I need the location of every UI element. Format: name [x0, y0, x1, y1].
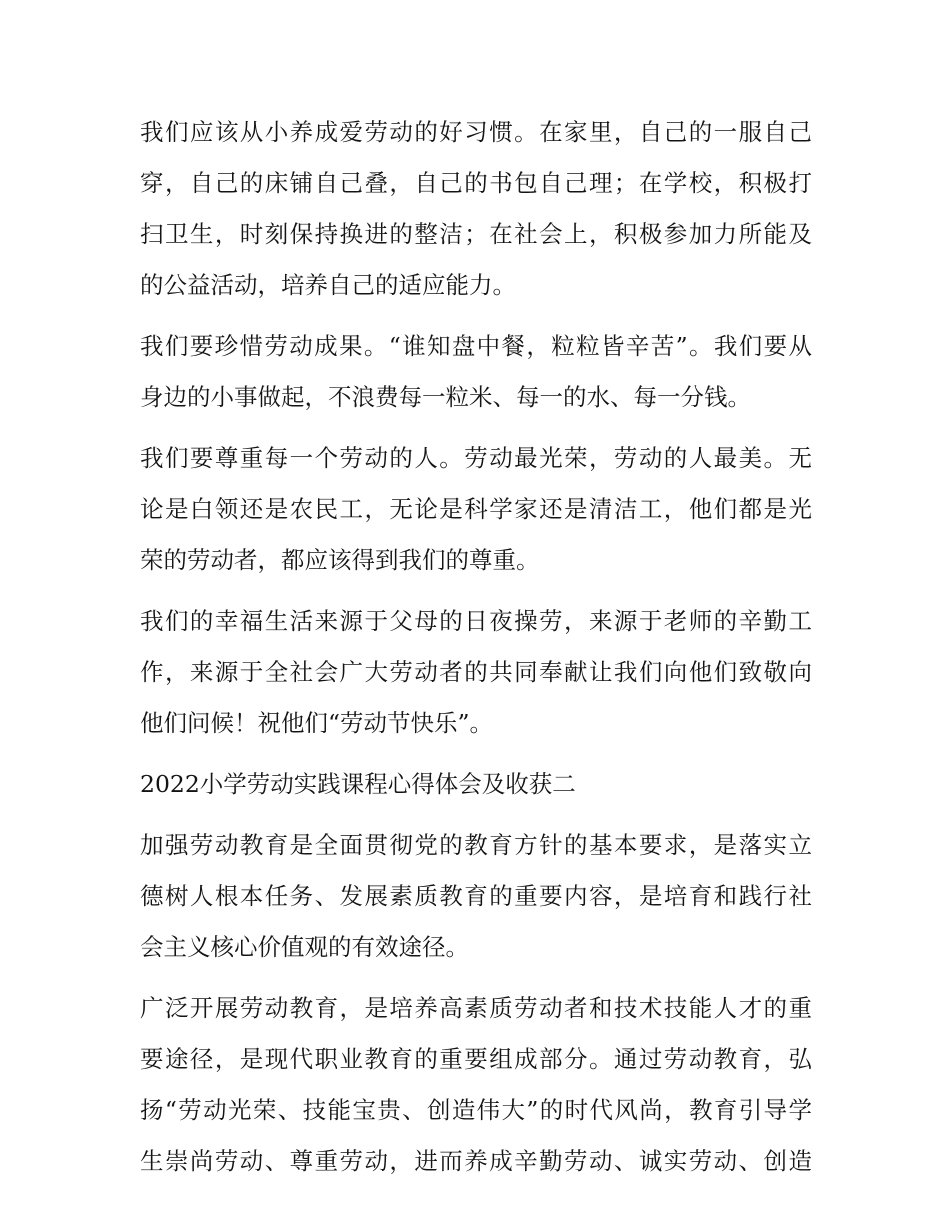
- text-line: 的公益活动，培养自己的适应能力。: [140, 271, 516, 299]
- paragraph-happy-life: [140, 596, 812, 749]
- paragraph-respect-workers: [140, 433, 812, 586]
- text-line: 我们的幸福生活来源于父母的日夜操劳，来源于老师的辛勤工: [140, 607, 812, 635]
- text-line: 扫卫生，时刻保持换进的整洁；在社会上，积极参加力所能及: [140, 220, 812, 248]
- text-line: 我们要尊重每一个劳动的人。劳动最光荣，劳动的人最美。无: [140, 444, 812, 472]
- text-line: 要途径，是现代职业教育的重要组成部分。通过劳动教育，弘: [140, 1045, 812, 1073]
- text-line: 我们要珍惜劳动成果。“谁知盘中餐，粒粒皆辛苦”。我们要从: [140, 332, 812, 360]
- text-line: 作，来源于全社会广大劳动者的共同奉献让我们向他们致敬向: [140, 658, 812, 686]
- text-line: 德树人根本任务、发展素质教育的重要内容，是培育和践行社: [140, 882, 812, 910]
- text-line: 他们问候！祝他们“劳动节快乐”。: [140, 709, 494, 737]
- section-heading: [140, 759, 812, 810]
- section-heading-text: 2022小学劳动实践课程心得体会及收获二: [140, 770, 576, 798]
- paragraph-labor-habits: [140, 107, 812, 311]
- text-line: 荣的劳动者，都应该得到我们的尊重。: [140, 546, 540, 574]
- text-line: 我们应该从小养成爱劳动的好习惯。在家里，自己的一服自己: [140, 118, 812, 146]
- text-line: 论是白领还是农民工，无论是科学家还是清洁工，他们都是光: [140, 495, 812, 523]
- text-line: 会主义核心价值观的有效途径。: [140, 933, 469, 961]
- paragraph-widely-carry-out: [140, 983, 812, 1187]
- text-line: 生崇尚劳动、尊重劳动，进而养成辛勤劳动、诚实劳动、创造: [140, 1147, 812, 1175]
- text-line: 扬“劳动光荣、技能宝贵、创造伟大”的时代风尚，教育引导学: [140, 1096, 812, 1124]
- text-line: 身边的小事做起，不浪费每一粒米、每一的水、每一分钱。: [140, 383, 751, 411]
- paragraph-cherish-results: [140, 321, 812, 423]
- text-line: 加强劳动教育是全面贯彻党的教育方针的基本要求，是落实立: [140, 831, 812, 859]
- paragraph-strengthen-education: [140, 820, 812, 973]
- text-line: 广泛开展劳动教育，是培养高素质劳动者和技术技能人才的重: [140, 994, 812, 1022]
- text-line: 穿，自己的床铺自己叠，自己的书包自己理；在学校，积极打: [140, 169, 812, 197]
- document-page: [140, 107, 812, 1187]
